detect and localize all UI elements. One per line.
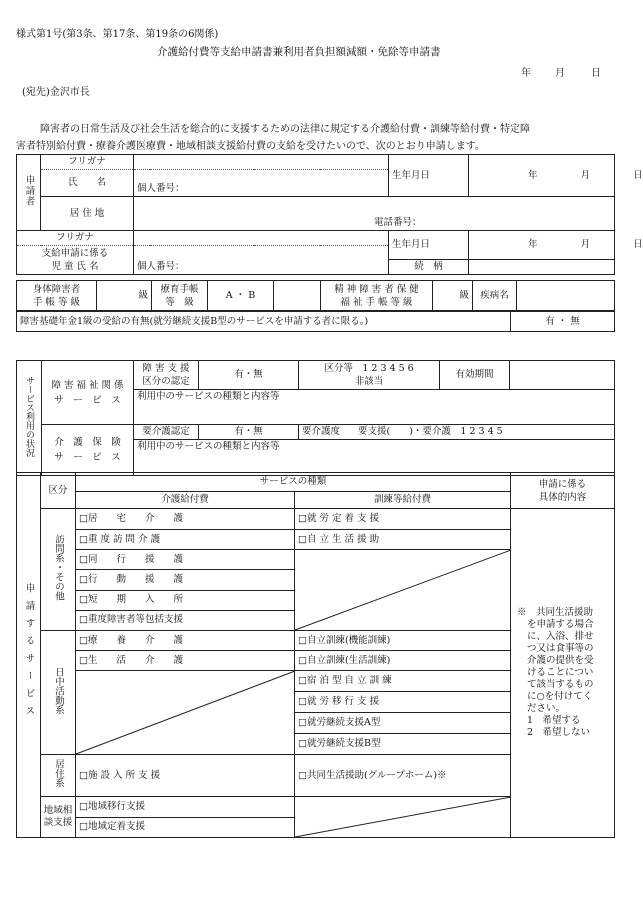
service-checkbox-facility-admission[interactable]: □施 設 入 所 支 援 bbox=[76, 755, 295, 797]
child-birth-day: 日 bbox=[633, 239, 643, 250]
mental-grade-field[interactable] bbox=[433, 281, 473, 311]
diagonal-slash bbox=[295, 550, 511, 630]
service-checkbox-medical-care[interactable]: □療 養 介 護 bbox=[76, 631, 295, 651]
service-checkbox-life-training[interactable]: □自立訓練(生活訓練) bbox=[295, 651, 511, 671]
community-training-blank bbox=[295, 797, 511, 838]
date-day-label: 日 bbox=[591, 68, 601, 79]
physical-grade-field[interactable] bbox=[97, 281, 152, 311]
applicant-address-label: 居 住 地 bbox=[41, 197, 134, 231]
child-birthdate-field[interactable] bbox=[469, 231, 643, 260]
care-services-in-use-field[interactable] bbox=[134, 440, 615, 476]
child-furigana-label: フリガナ bbox=[17, 231, 134, 246]
pension-question: 障害基礎年金1級の受給の有無(就労継続支援B型のサービスを申請する者に限る。) bbox=[17, 312, 511, 332]
welfare-services-in-use-label: 利用中のサービスの種類と内容等 bbox=[137, 391, 280, 402]
disease-name-label: 疾病名 bbox=[473, 281, 517, 311]
welfare-services-in-use-field[interactable] bbox=[134, 390, 615, 425]
service-checkbox-employment-continuation-b[interactable]: □就労継続支援B型 bbox=[295, 734, 511, 755]
service-checkbox-residential-training[interactable]: □宿 泊 型 自 立 訓 練 bbox=[295, 671, 511, 692]
support-certification-label: 障 害 支 援 区分の認定 bbox=[134, 361, 199, 390]
applicant-furigana-label: フリガナ bbox=[41, 155, 134, 170]
applicant-furigana-field[interactable] bbox=[134, 155, 389, 170]
training-benefit-header: 訓練等給付費 bbox=[295, 492, 511, 509]
date-month-label: 月 bbox=[555, 68, 565, 79]
applicant-birthdate-field[interactable] bbox=[469, 155, 643, 197]
intro-text-line1: 障害者の日常生活及び社会生活を総合的に支援するための法律に規定する介護給付費・訓練等給付費・特定障 bbox=[40, 124, 530, 135]
care-services-in-use-label: 利用中のサービスの種類と内容等 bbox=[137, 441, 280, 452]
service-status-table bbox=[16, 360, 615, 476]
applicant-birth-year: 年 bbox=[528, 169, 538, 181]
child-relation-label: 続 柄 bbox=[389, 260, 469, 275]
care-benefit-header: 介護給付費 bbox=[76, 492, 295, 509]
service-checkbox-employment-retention[interactable]: □就 労 定 着 支 援 bbox=[295, 509, 511, 530]
applicant-section-label: 申請者 bbox=[17, 155, 41, 231]
date-year-label: 年 bbox=[521, 68, 531, 79]
care-level-label: 要介護度 bbox=[302, 426, 341, 437]
ryoiku-certificate-label: 療育手帳 等 級 bbox=[152, 281, 208, 311]
diagonal-slash bbox=[295, 797, 511, 837]
applicant-table bbox=[16, 154, 643, 275]
care-level-row[interactable] bbox=[299, 425, 615, 440]
pension-options[interactable]: 有 ・ 無 bbox=[511, 312, 615, 332]
form-title: 介護給付費等支給申請書兼利用者負担額減額・免除等申請書 bbox=[157, 46, 441, 58]
disease-name-field[interactable] bbox=[517, 281, 615, 311]
note-option-hope[interactable]: 1 希望する bbox=[527, 715, 581, 726]
ryoiku-grade-options[interactable]: A ・ B bbox=[208, 281, 274, 311]
service-checkbox-accompanying-support[interactable]: □同 行 援 護 bbox=[76, 550, 295, 570]
form-number: 様式第1号(第3条、第17条、第19条の6関係) bbox=[16, 29, 219, 40]
valid-period-field[interactable] bbox=[510, 361, 615, 390]
service-checkbox-short-stay[interactable]: □短 期 入 所 bbox=[76, 590, 295, 610]
service-checkbox-community-settlement[interactable]: □地域定着支援 bbox=[76, 817, 295, 838]
support-class-options[interactable]: 区分等 1 2 3 4 5 6 非該当 bbox=[299, 361, 440, 390]
service-checkbox-severe-visit-care[interactable]: □重 度 訪 問 介 護 bbox=[76, 530, 295, 550]
group-home-note: ※ 共同生活援助 を申請する場合 に、入浴、排せ つ又は食事等の 介護の提供を受 けることについ て該当するもの に○を付けてく ださい。 1 希望する 2 希望しない bbox=[511, 509, 615, 838]
child-birth-month: 月 bbox=[580, 239, 591, 250]
applicant-phone-label: 電話番号： bbox=[374, 217, 422, 228]
category-header: 区分 bbox=[41, 473, 76, 509]
child-birth-year: 年 bbox=[528, 239, 538, 250]
care-level-options: 要支援( )・要介護 1 2 3 4 5 bbox=[358, 426, 503, 437]
physical-certificate-label: 身体障害者 手 帳 等 級 bbox=[17, 281, 97, 311]
addressee: (宛先)金沢市長 bbox=[22, 87, 90, 98]
service-checkbox-employment-transition[interactable]: □就 労 移 行 支 援 bbox=[295, 692, 511, 713]
mental-certificate-label: 精 神 障 害 者 保 健 福 祉 手 帳 等 級 bbox=[321, 281, 433, 311]
mental-grade-unit: 級 bbox=[459, 289, 469, 301]
support-certification-options[interactable]: 有・無 bbox=[199, 361, 299, 390]
child-birthdate-label: 生年月日 bbox=[389, 231, 469, 260]
note-option-no-hope[interactable]: 2 希望しない bbox=[527, 727, 591, 738]
child-furigana-field[interactable] bbox=[134, 231, 389, 246]
service-checkbox-community-transition[interactable]: □地域移行支援 bbox=[76, 797, 295, 818]
care-insurance-label: 介 護 保 険 サ ー ビ ス bbox=[42, 425, 134, 476]
service-checkbox-home-care[interactable]: □居 宅 介 護 bbox=[76, 509, 295, 530]
intro-text-line2: 害者特別給付費・療養介護医療費・地域相談支援給付費の支給を受けたいので、次のとおり申請します。 bbox=[16, 141, 485, 152]
child-name-label: 支給申請に係る 児 童 氏 名 bbox=[17, 246, 134, 275]
applicant-birth-month: 月 bbox=[580, 169, 591, 181]
detail-header: 申請に係る 具体的内容 bbox=[511, 473, 615, 509]
service-checkbox-comprehensive-support[interactable]: □重度障害者等包括支援 bbox=[76, 610, 295, 630]
applicant-birthdate-label: 生年月日 bbox=[389, 155, 469, 197]
residence-category-label: 居住系 bbox=[41, 755, 76, 797]
service-checkbox-group-home[interactable]: □共同生活援助(グループホーム)※ bbox=[295, 755, 511, 797]
day-activity-category-label: 日中活動系 bbox=[41, 631, 76, 755]
service-checkbox-independent-living[interactable]: □自 立 生 活 援 助 bbox=[295, 530, 511, 550]
day-care-blank bbox=[76, 671, 295, 755]
applicant-address-field[interactable] bbox=[134, 197, 615, 231]
diagonal-slash bbox=[76, 671, 295, 754]
pension-table bbox=[16, 311, 615, 332]
child-my-number-label: 個人番号： bbox=[137, 261, 185, 272]
visit-training-blank bbox=[295, 550, 511, 631]
child-name-field[interactable] bbox=[134, 246, 389, 275]
applicant-name-label: 氏 名 bbox=[41, 170, 134, 197]
service-checkbox-employment-continuation-a[interactable]: □就労継続支援A型 bbox=[295, 713, 511, 734]
applicant-my-number-label: 個人番号： bbox=[137, 183, 185, 194]
service-checkbox-functional-training[interactable]: □自立訓練(機能訓練) bbox=[295, 631, 511, 651]
community-category-label: 地域相談支援 bbox=[41, 797, 76, 838]
requested-services-table bbox=[16, 472, 615, 838]
visit-category-label: 訪問系・その他 bbox=[41, 509, 76, 631]
applicant-birth-day: 日 bbox=[633, 169, 643, 181]
service-checkbox-life-care[interactable]: □生 活 介 護 bbox=[76, 651, 295, 671]
physical-grade-unit: 級 bbox=[138, 289, 148, 301]
valid-period-label: 有効期間 bbox=[440, 361, 510, 390]
child-relation-field[interactable] bbox=[469, 260, 615, 275]
welfare-service-label: 障 害 福 祉 関 係 サ ー ビ ス bbox=[42, 361, 134, 425]
care-certification-label: 要介護認定 bbox=[134, 425, 199, 440]
certificate-table bbox=[16, 280, 615, 311]
care-certification-options[interactable]: 有・無 bbox=[199, 425, 299, 440]
applicant-name-field[interactable] bbox=[134, 170, 389, 197]
service-checkbox-behavior-support[interactable]: □行 動 援 護 bbox=[76, 570, 295, 590]
service-status-section-label: サービス利用の状況 bbox=[17, 361, 42, 476]
service-type-header: サービスの種類 bbox=[76, 473, 511, 492]
requested-services-section-label: 申請するサービス bbox=[17, 473, 41, 838]
